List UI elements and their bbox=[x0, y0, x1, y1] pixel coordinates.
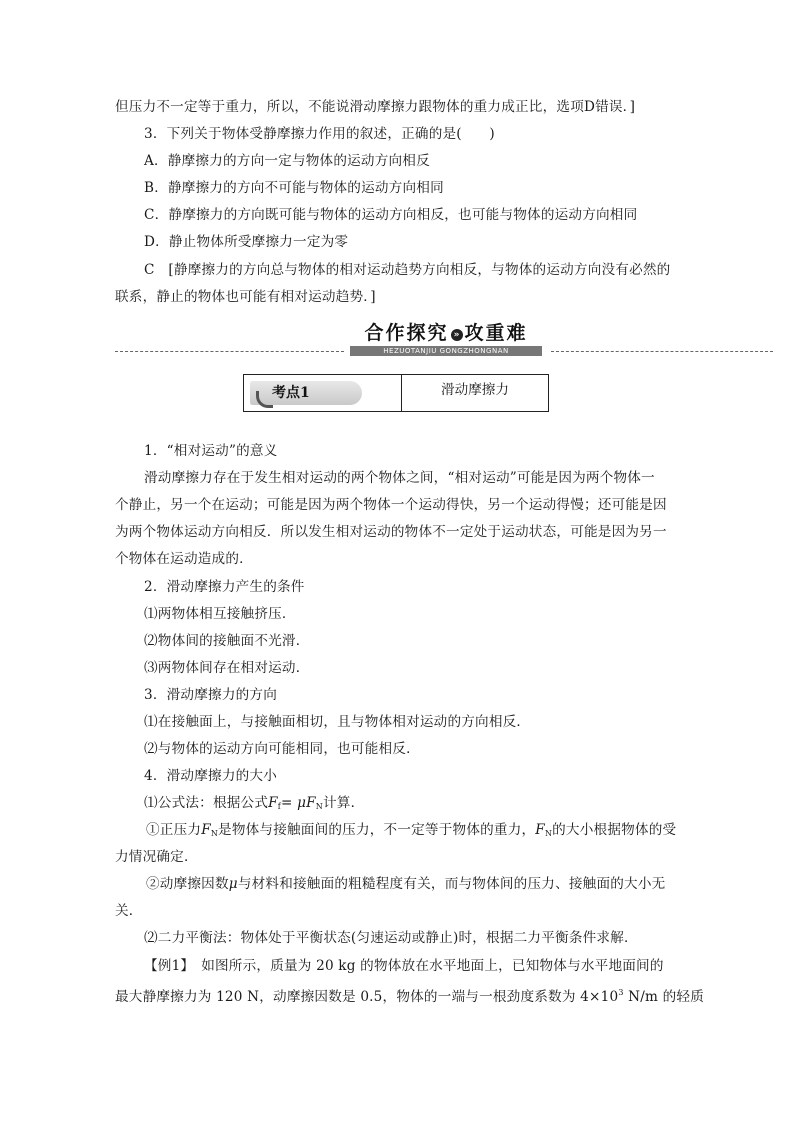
heading-2: 2．滑动摩擦力产生的条件 bbox=[144, 579, 305, 595]
exponent: 3 bbox=[618, 988, 624, 997]
equals-sign: = bbox=[280, 795, 298, 811]
section-banner bbox=[342, 320, 550, 356]
topic-name: 滑动摩擦力 bbox=[441, 382, 509, 398]
topic-label-cell bbox=[244, 375, 402, 411]
topic-tab bbox=[250, 381, 362, 405]
condition-2: ⑵物体间的接触面不光滑． bbox=[144, 633, 310, 649]
text-span: 的大小根据物体的受 bbox=[552, 822, 677, 838]
formula-line bbox=[144, 794, 364, 816]
friction-coefficient-line bbox=[146, 875, 665, 893]
heading-3: 3．滑动摩擦力的方向 bbox=[144, 687, 277, 703]
divider-right bbox=[551, 351, 773, 352]
symbol-mu: μ bbox=[228, 876, 238, 892]
text-line: 滑动摩擦力存在于发生相对运动的两个物体之间，“相对运动”可能是因为两个物体一 bbox=[144, 470, 655, 486]
option-d: D．静止物体所受摩擦力一定为零 bbox=[144, 234, 349, 250]
method-2: ⑵二力平衡法：物体处于平衡状态(匀速运动或静止)时，根据二力平衡条件求解． bbox=[144, 930, 638, 946]
condition-3: ⑶两物体间存在相对运动． bbox=[144, 660, 310, 676]
answer-line: C [静摩擦力的方向总与物体的相对运动趋势方向相反，与物体的运动方向没有必然的 bbox=[144, 262, 671, 278]
example-1-line: 【例1】 如图所示，质量为 20 kg 的物体放在水平地面上，已知物体与水平地面间的 bbox=[144, 958, 664, 974]
symbol-fn: F bbox=[201, 822, 211, 838]
text-line: 但压力不一定等于重力，所以，不能说滑动摩擦力跟物体的重力成正比，选项D错误．] bbox=[115, 99, 636, 115]
option-a: A．静摩擦力的方向一定与物体的运动方向相反 bbox=[144, 153, 430, 169]
banner-title-right: 攻重难 bbox=[464, 322, 528, 344]
text-span: 最大静摩擦力为 120 N，动摩擦因数是 0.5，物体的一端与一根劲度系数为 4×10 bbox=[115, 989, 619, 1005]
text-line: 为两个物体运动方向相反．所以发生相对运动的物体不一定处于运动状态，可能是因为另一 bbox=[115, 524, 667, 540]
symbol-fn-sub: N bbox=[210, 829, 219, 838]
text-span: 是物体与接触面间的压力，不一定等于物体的重力， bbox=[218, 822, 536, 838]
direction-1: ⑴在接触面上，与接触面相切，且与物体相对运动的方向相反． bbox=[144, 714, 531, 730]
question-3-stem: 3．下列关于物体受静摩擦力作用的叙述，正确的是( ) bbox=[144, 126, 495, 142]
symbol-fn-sub: N bbox=[544, 829, 553, 838]
symbol-mu: μ bbox=[297, 795, 307, 811]
symbol-fn-sub: N bbox=[315, 802, 323, 811]
topic-label: 考点1 bbox=[272, 385, 310, 401]
arrow-icon: » bbox=[451, 329, 463, 341]
text-line: 个静止，另一个在运动；可能是因为两个物体一个运动得快，另一个运动得慢；还可能是因 bbox=[115, 497, 667, 513]
topic-box bbox=[243, 374, 549, 412]
banner-subtitle: HEZUOTANJIU GONGZHONGNAN bbox=[350, 346, 542, 356]
text-line: 个物体在运动造成的． bbox=[115, 551, 253, 567]
symbol-f-sub: f bbox=[277, 802, 281, 811]
direction-2: ⑵与物体的运动方向可能相同，也可能相反． bbox=[144, 741, 420, 757]
text-span: N/m 的轻质 bbox=[623, 989, 704, 1005]
condition-1: ⑴两物体相互接触挤压． bbox=[144, 606, 296, 622]
text-span: ①正压力 bbox=[146, 822, 202, 838]
symbol-f: F bbox=[268, 795, 278, 811]
text-line: 关． bbox=[115, 903, 143, 919]
symbol-fn: F bbox=[306, 795, 316, 811]
normal-force-line bbox=[146, 821, 676, 843]
banner-title bbox=[342, 320, 550, 346]
text-line: 力情况确定． bbox=[115, 849, 198, 865]
text-span: 与材料和接触面的粗糙程度有关，而与物体间的压力、接触面的大小无 bbox=[237, 876, 666, 892]
example-1-line bbox=[115, 984, 704, 1006]
formula-outro: 计算． bbox=[322, 795, 365, 811]
banner-title-left: 合作探究 bbox=[364, 322, 449, 344]
symbol-fn: F bbox=[535, 822, 545, 838]
heading-4: 4．滑动摩擦力的大小 bbox=[144, 768, 277, 784]
option-b: B．静摩擦力的方向不可能与物体的运动方向相同 bbox=[144, 180, 444, 196]
divider-left bbox=[115, 351, 344, 352]
answer-line: 联系，静止的物体也可能有相对运动趋势．] bbox=[115, 289, 376, 305]
text-span: ②动摩擦因数 bbox=[146, 876, 229, 892]
heading-1: 1．“相对运动”的意义 bbox=[144, 443, 278, 459]
formula-intro: ⑴公式法：根据公式 bbox=[144, 795, 269, 811]
swoosh-icon bbox=[256, 391, 273, 408]
option-c: C．静摩擦力的方向既可能与物体的运动方向相反，也可能与物体的运动方向相同 bbox=[144, 207, 638, 223]
